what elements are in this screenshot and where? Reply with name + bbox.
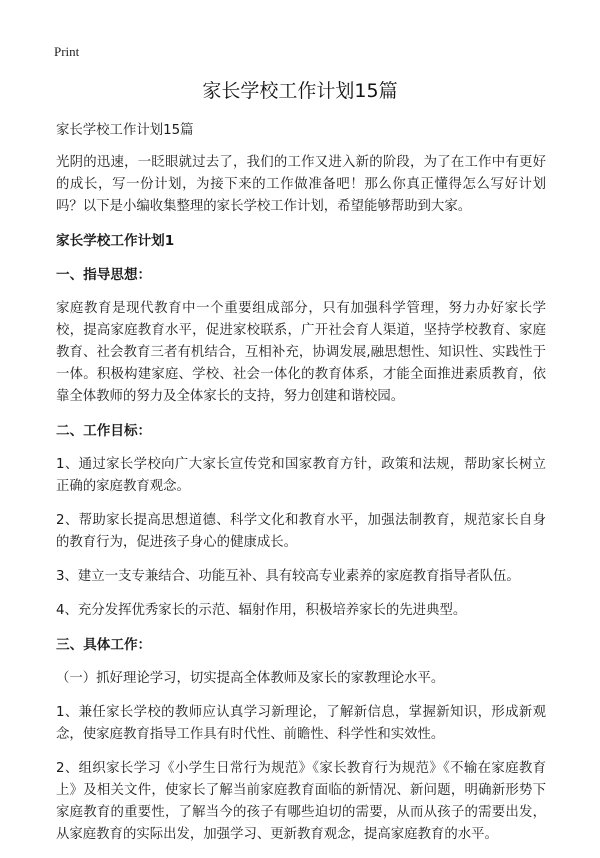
work-sub-heading: （一）抓好理论学习，切实提高全体教师及家长的家教理论水平。 [56, 671, 445, 686]
work-item: 2、组织家长学习《小学生日常行为规范》《家长教育行为规范》《不输在家庭教育上》及相关文件，使家长了解当前家庭教育面临的新情况、新问题，明确新形势下家庭教育的重要性，了解当今的孩子有哪些迫切的需要，从而从孩子的需要出发，从家庭教育的实际出发，加强学习、更新教育观念，提高家庭教育的水平。 [56, 761, 546, 842]
intro-paragraph: 光阴的迅速，一眨眼就过去了，我们的工作又进入新的阶段，为了在工作中有更好的成长，写一份计划，为接下来的工作做准备吧！那么你真正懂得怎么写好计划吗？以下是小编收集整理的家长学校工作计划，希望能够帮助到大家。 [56, 155, 546, 214]
goal-item: 3、建立一支专兼结合、功能互补、具有较高专业素养的家庭教育指导者队伍。 [56, 569, 520, 584]
goal-item: 4、充分发挥优秀家长的示范、辐射作用，积极培养家长的先进典型。 [56, 603, 467, 618]
section-title: 家长学校工作计划1 [56, 233, 175, 249]
article-body [56, 120, 546, 858]
goal-item: 1、通过家长学校向广大家长宣传党和国家教育方针，政策和法规，帮助家长树立正确的家庭教育观念。 [56, 457, 546, 494]
work-item: 1、兼任家长学校的教师应认真学习新理论，了解新信息，掌握新知识，形成新观念，使家庭教育指导工作具有时代性、前瞻性、科学性和实效性。 [56, 705, 546, 742]
goals-heading: 二、工作目标： [56, 423, 152, 439]
print-link[interactable]: Print [54, 44, 80, 59]
guiding-heading: 一、指导思想： [56, 267, 152, 283]
article-subtitle: 家长学校工作计划15篇 [56, 123, 194, 138]
guiding-paragraph: 家庭教育是现代教育中一个重要组成部分，只有加强科学管理，努力办好家长学校，提高家庭教育水平，促进家校联系，广开社会育人渠道，坚持学校教育、家庭教育、社会教育三者有机结合，互相补充，协调发展,融思想性、知识性、实践性于一体。积极构建家庭、学校、社会一体化的教育体系，才能全面推进素质教育，依靠全体教师的努力及全体家长的支持，努力创建和谐校园。 [56, 301, 546, 404]
goal-item: 2、帮助家长提高思想道德、科学文化和教育水平，加强法制教育，规范家长自身的教育行为，促进孩子身心的健康成长。 [56, 513, 546, 550]
page-title: 家长学校工作计划15篇 [202, 80, 398, 102]
work-heading: 三、具体工作： [56, 637, 152, 653]
